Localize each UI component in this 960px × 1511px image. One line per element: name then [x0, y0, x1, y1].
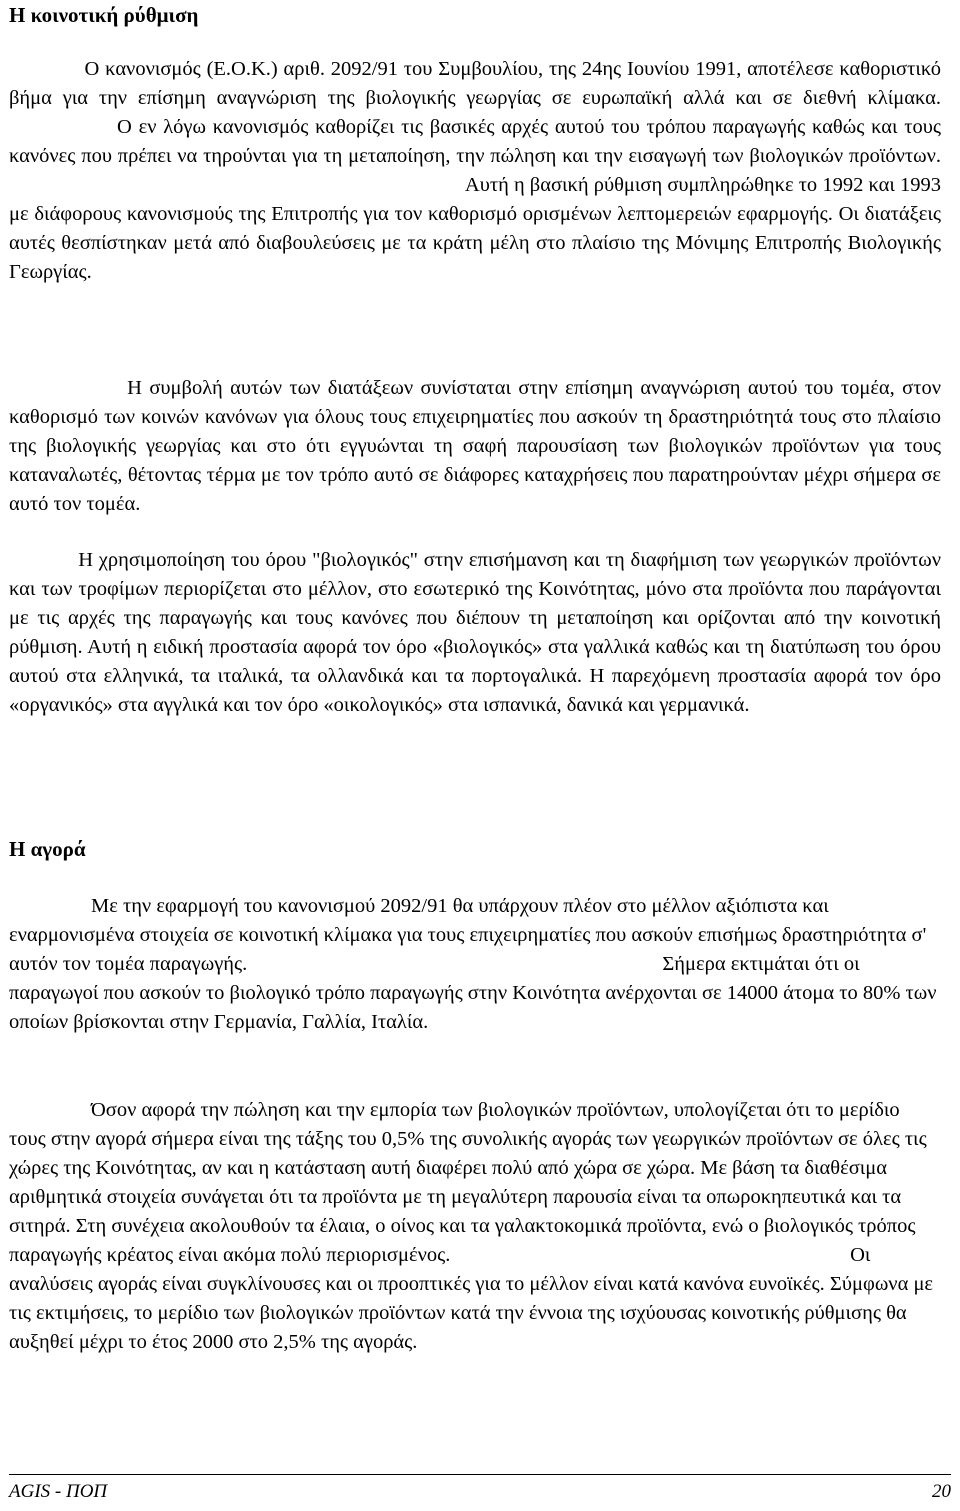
page-number: 20	[932, 1481, 951, 1502]
paragraph-term-usage: Η χρησιμοποίηση του όρου "βιολογικός" στην επισήμανση και τη διαφήμιση των γεωργικών προϊόντων και των τροφίμων περιορίζεται στο μέλλον, στο εσωτερικό της Κοινότητας, μόνο στα προϊόντα που παράγονται με τις αρχές της παραγωγής και τους κανόνες που διέπουν τη μεταποίηση και ορίζονται από την κοινοτική ρύθμιση. Αυτή η ειδική προστασία αφορά τον όρο «βιολογικός» στα γαλλικά καθώς και τη διατύπωση του όρου αυτού στα ελληνικά, τα ιταλικά, τα ολλανδικά και τα πορτογαλικά. Η παρεχόμενη προστασία αφορά τον όρο «οργανικός» στα αγγλικά και τον όρο «οικολογικός» στα ισπανικά, δανικά και γερμανικά.	[9, 549, 941, 716]
paragraph-market-share: Όσον αφορά την πώληση και την εμπορία των βιολογικών προϊόντων, υπολογίζεται ότι το μερίδιο τους στην αγορά σήμερα είναι της τάξης του 0,5% της συνολικής αγοράς των γεωργικών προϊόντων σε όλες τις χώρες της Κοινότητας, αν και η κατάσταση αυτή διαφέρει πολύ από χώρα σε χώρα. Με βάση τα διαθέσιμα αριθμητικά στοιχεία συνάγεται ότι τα προϊόντα με τη μεγαλύτερη παρουσία είναι τα οπωροκηπευτικά και τα σιτηρά. Στη συνέχεια ακολουθούν τα έλαια, ο οίνος και τα γαλακτοκομικά προϊόντα, ενώ ο βιολογικός τρόπος παραγωγής κρέατος είναι ακόμα πολύ περιορισμένος. Οι αναλύσεις αγοράς είναι συγκλίνουσες και οι προοπτικές για το μέλλον είναι κατά κανόνα ευνοϊκές. Σύμφωνα με τις εκτιμήσεις, το μερίδιο των βιολογικών προϊόντων κατά την έννοια της ισχύουσας κοινοτικής ρύθμισης θα αυξηθεί μέχρι το έτος 2000 στο 2,5% της αγοράς.	[9, 1099, 934, 1353]
footer-divider	[9, 1474, 951, 1475]
section-heading-community-regulation: Η κοινοτική ρύθμιση	[9, 3, 199, 27]
paragraph-contribution: Η συμβολή αυτών των διατάξεων συνίσταται στην επίσημη αναγνώριση αυτού του τομέα, στον καθορισμό των κοινών κανόνων για όλους τους επιχειρηματίες που ασκούν τη δραστηριότητά τους στο πλαίσιο της βιολογικής γεωργίας και στο ότι εγγυώνται τη σαφή παρουσίαση των βιολογικών προϊόντων για τους καταναλωτές, θέτοντας τέρμα με τον τρόπο αυτό σε διάφορες καταχρήσεις που παρατηρούνταν μέχρι σήμερα σε αυτό τον τομέα.	[9, 377, 941, 515]
section-heading-market: Η αγορά	[9, 837, 86, 861]
paragraph-regulation-intro: Ο κανονισμός (Ε.Ο.Κ.) αριθ. 2092/91 του Συμβουλίου, της 24ης Ιουνίου 1991, αποτέλεσε καθοριστικό βήμα για την επίσημη αναγνώριση της βιολογικής γεωργίας σε ευρωπαϊκή αλλά και σε διεθνή κλίμακα. Ο εν λόγω κανονισμός καθορίζει τις βασικές αρχές αυτού του τρόπου παραγωγής καθώς και τους κανόνες που πρέπει να τηρούνται για τη μεταποίηση, την πώληση και την εισαγωγή των βιολογικών προϊόντων. Αυτή η βασική ρύθμιση συμπληρώθηκε το 1992 και 1993 με διάφορους κανονισμούς της Επιτροπής για τον καθορισμό ορισμένων λεπτομερειών εφαρμογής. Οι διατάξεις αυτές θεσπίστηκαν μετά από διαβουλεύσεις με τα κράτη μέλη στο πλαίσιο της Μόνιμης Επιτροπής Βιολογικής Γεωργίας.	[9, 58, 941, 283]
paragraph-market-data: Με την εφαρμογή του κανονισμού 2092/91 θα υπάρχουν πλέον στο μέλλον αξιόπιστα και εναρμονισμένα στοιχεία σε κοινοτική κλίμακα για τους επιχειρηματίες που ασκούν επισήμως δραστηριότητα σ' αυτόν τον τομέα παραγωγής. Σήμερα εκτιμάται ότι οι παραγωγοί που ασκούν το βιολογικό τρόπο παραγωγής στην Κοινότητα ανέρχονται σε 14000 άτομα το 80% των οποίων βρίσκονται στην Γερμανία, Γαλλία, Ιταλία.	[9, 895, 937, 1033]
footer-document-label: AGIS - ΠΟΠ	[9, 1481, 108, 1502]
